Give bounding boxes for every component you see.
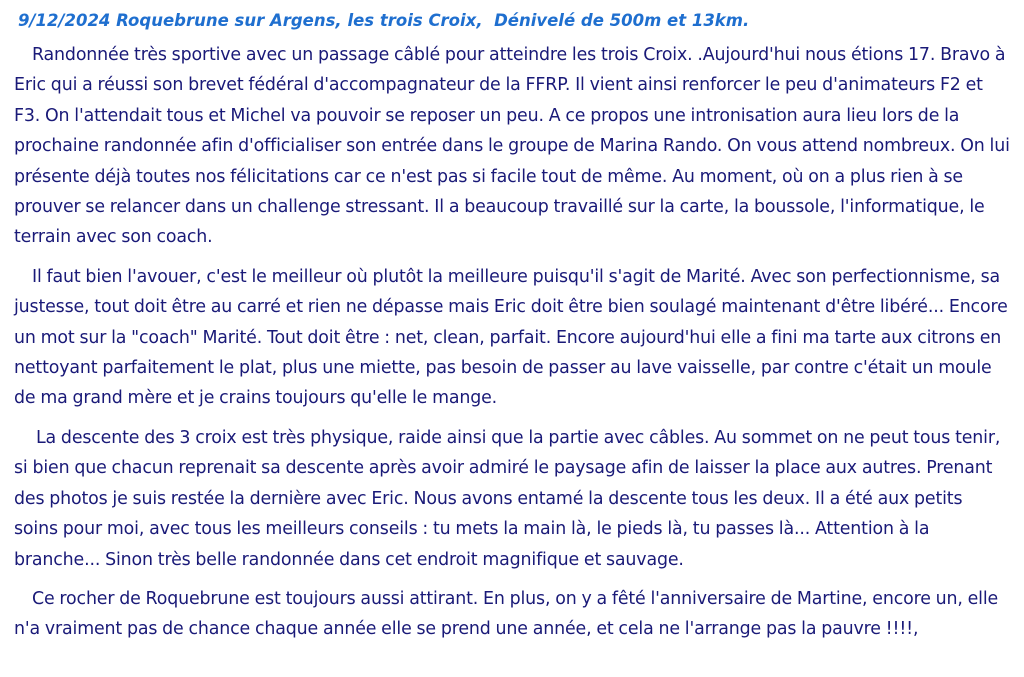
paragraph-1: Randonnée très sportive avec un passage câblé pour atteindre les trois Croix. .Aujourd'hui nous étions 17. Bravo à Eric qui a réussi son brevet fédéral d'accompagnateur de la FFRP. Il vient ainsi renforcer le peu d'animateurs F2 et F3. On l'attendait tous et Michel va pouvoir se reposer un peu. A ce propos une intronisation aura lieu lors de la prochaine randonnée afin d'officialiser son entrée dans le groupe de Marina Rando. On vous attend nombreux. On lui présente déjà toutes nos félicitations car ce n'est pas si facile tout de même. Au moment, où on a plus rien à se prouver se relancer dans un challenge stressant. Il a beaucoup travaillé sur la carte, la boussole, l'informatique, le terrain avec son coach. (14, 45, 1010, 248)
document-title: 9/12/2024 Roquebrune sur Argens, les trois Croix, Dénivelé de 500m et 13km. (18, 11, 750, 30)
paragraph-3: La descente des 3 croix est très physique, raide ainsi que la partie avec câbles. Au sommet on ne peut tous tenir, si bien que chacun reprenait sa descente après avoir admiré le paysage afin de laisser la place aux autres. Prenant des photos je suis restée la dernière avec Eric. Nous avons entamé la descente tous les deux. Il a été aux petits soins pour moi, avec tous les meilleurs conseils : tu mets la main là, le pieds là, tu passes là... Attention à la branche... Sinon très belle randonnée dans cet endroit magnifique et sauvage. (14, 427, 1001, 570)
paragraph-2: Il faut bien l'avouer, c'est le meilleur où plutôt la meilleure puisqu'il s'agit de Marité. Avec son perfectionnisme, sa justesse, tout doit être au carré et rien ne dépasse mais Eric doit être bien soulagé maintenant d'être libéré... Encore un mot sur la "coach" Marité. Tout doit être : net, clean, parfait. Encore aujourd'hui elle a fini ma tarte aux citrons en nettoyant parfaitement le plat, plus une miette, pas besoin de passer au lave vaisselle, par contre c'était un moule de ma grand mère et je crains toujours qu'elle le mange. (14, 266, 1008, 409)
paragraph-4: Ce rocher de Roquebrune est toujours aussi attirant. En plus, on y a fêté l'anniversaire de Martine, encore un, elle n'a vraiment pas de chance chaque année elle se prend une année, et cela ne l'arrange pas la pauvre !!!!, (14, 588, 999, 640)
